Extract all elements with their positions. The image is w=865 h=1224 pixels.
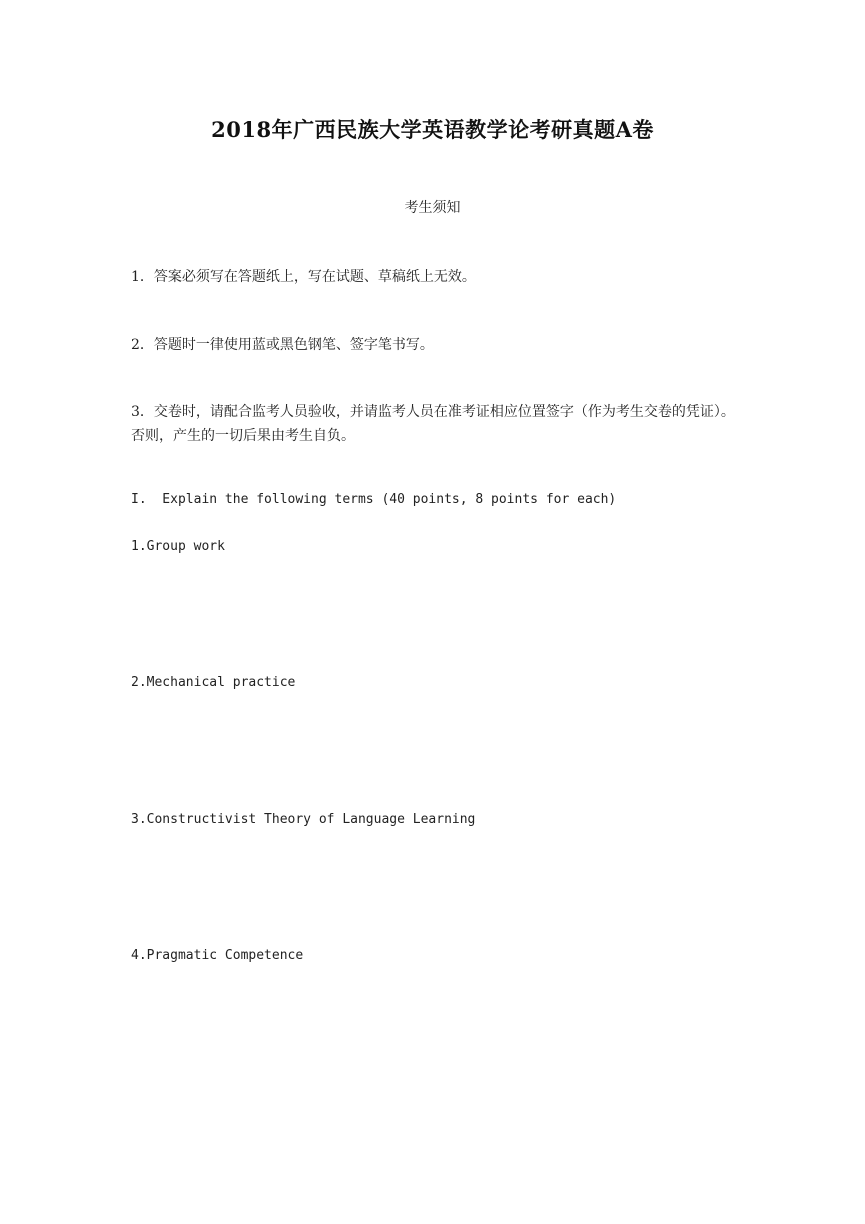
rule-item: 2．答题时一律使用蓝或黑色钢笔、签字笔书写。 <box>131 337 434 353</box>
section-heading: I. Explain the following terms (40 points, 8 points for each) <box>131 492 617 507</box>
rule-item: 3．交卷时，请配合监考人员验收，并请监考人员在准考证相应位置签字（作为考生交卷的凭证）。否则，产生的一切后果由考生自负。 <box>131 404 735 444</box>
notice-heading: 考生须知 <box>404 200 461 216</box>
exam-title: 2018年广西民族大学英语教学论考研真题A卷 <box>211 117 654 142</box>
rule-item: 1．答案必须写在答题纸上，写在试题、草稿纸上无效。 <box>131 269 476 285</box>
term-item: 2.Mechanical practice <box>131 675 296 690</box>
term-item: 3.Constructivist Theory of Language Learning <box>131 812 476 827</box>
term-item: 4.Pragmatic Competence <box>131 948 304 963</box>
term-item: 1.Group work <box>131 539 225 554</box>
